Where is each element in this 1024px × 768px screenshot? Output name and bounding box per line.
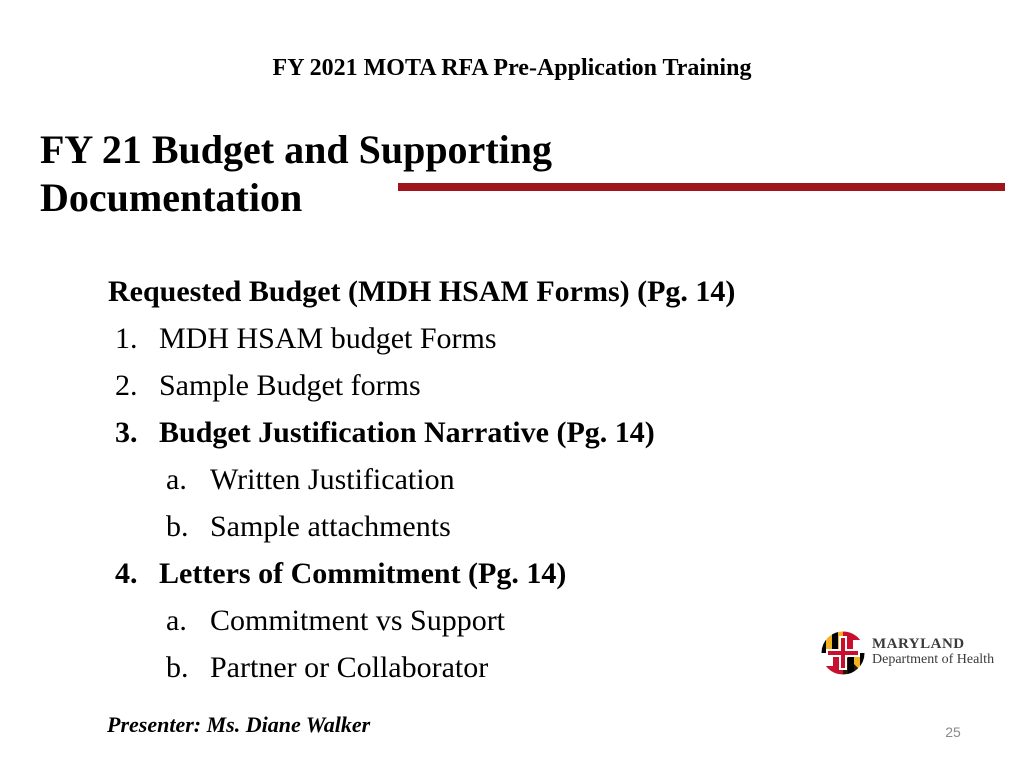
list-item-label: Letters of Commitment (Pg. 14) <box>159 557 567 590</box>
sub-list-item <box>108 597 735 644</box>
sub-list-item-letter: a. <box>166 463 187 496</box>
list-item <box>108 550 735 597</box>
title-underline-rule <box>398 183 1005 191</box>
slide-title <box>40 126 552 222</box>
list-item-number: 1. <box>115 322 138 355</box>
list-item <box>108 315 735 362</box>
sub-list-item-letter: b. <box>166 510 189 543</box>
slide-header: FY 2021 MOTA RFA Pre-Application Training <box>272 55 752 81</box>
list-item <box>108 409 735 456</box>
logo-text-maryland: MARYLAND <box>872 636 965 652</box>
section-heading: Requested Budget (MDH HSAM Forms) (Pg. 14) <box>108 275 736 308</box>
list-item-number: 2. <box>115 369 138 402</box>
sub-list-item <box>108 503 735 550</box>
list-item-label: MDH HSAM budget Forms <box>159 322 497 355</box>
slide-title-line-1: FY 21 Budget and Supporting <box>40 127 552 172</box>
logo-text-department: Department of Health <box>872 652 995 667</box>
sub-list-item-label: Commitment vs Support <box>210 604 506 637</box>
presenter-credit: Presenter: Ms. Diane Walker <box>107 712 371 737</box>
list-item-number: 4. <box>115 557 138 590</box>
list-item-number: 3. <box>115 416 138 449</box>
maryland-department-of-health-logo <box>820 630 1005 678</box>
list-item <box>108 362 735 409</box>
sub-list-item-label: Sample attachments <box>210 510 451 543</box>
maryland-flag-cross-icon <box>820 630 866 676</box>
sub-list-item <box>108 456 735 503</box>
sub-list-item-letter: b. <box>166 651 189 684</box>
sub-list-item-letter: a. <box>166 604 187 637</box>
sub-list-item-label: Partner or Collaborator <box>210 651 489 684</box>
sub-list-item <box>108 644 735 691</box>
slide-title-line-2: Documentation <box>40 175 303 220</box>
sub-list-item-label: Written Justification <box>210 463 455 496</box>
list-item-label: Budget Justification Narrative (Pg. 14) <box>159 416 655 449</box>
slide-content <box>108 268 735 691</box>
page-number: 25 <box>945 724 961 740</box>
list-item-label: Sample Budget forms <box>159 369 421 402</box>
